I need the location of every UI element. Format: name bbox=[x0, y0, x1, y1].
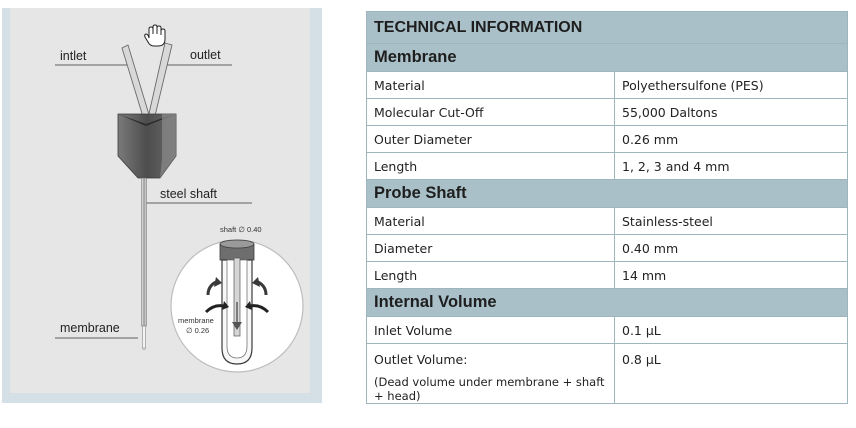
inlet-label: intlet bbox=[60, 49, 87, 63]
row-label: Material bbox=[367, 208, 615, 235]
row-value: 0.8 µL bbox=[615, 344, 848, 404]
outlet-label: outlet bbox=[190, 48, 221, 62]
row-label: Inlet Volume bbox=[367, 317, 615, 344]
section-header-membrane bbox=[367, 44, 848, 72]
diagram-frame bbox=[2, 8, 322, 403]
row-value: 14 mm bbox=[615, 262, 848, 289]
table-row bbox=[367, 235, 848, 262]
table-row bbox=[367, 126, 848, 153]
hand-cursor-icon bbox=[145, 25, 165, 46]
section-heading: Membrane bbox=[367, 44, 848, 72]
table-row bbox=[367, 208, 848, 235]
row-label: Outlet Volume: bbox=[374, 352, 468, 367]
table-row bbox=[367, 72, 848, 99]
detail-membrane-diameter-label: ∅ 0.26 bbox=[186, 326, 210, 335]
row-value: 0.1 µL bbox=[615, 317, 848, 344]
row-note: (Dead volume under membrane + shaft + head) bbox=[374, 375, 605, 403]
table-row bbox=[367, 153, 848, 180]
section-header-internal-volume bbox=[367, 289, 848, 317]
membrane bbox=[143, 326, 146, 348]
row-value: Polyethersulfone (PES) bbox=[615, 72, 848, 99]
steel-shaft-label: steel shaft bbox=[160, 187, 217, 201]
row-label: Molecular Cut-Off bbox=[367, 99, 615, 126]
table-title: TECHNICAL INFORMATION bbox=[367, 12, 848, 44]
row-value: 0.26 mm bbox=[615, 126, 848, 153]
detail-membrane-label: membrane bbox=[178, 316, 214, 325]
row-value: Stainless-steel bbox=[615, 208, 848, 235]
row-label: Outer Diameter bbox=[367, 126, 615, 153]
row-label: Diameter bbox=[367, 235, 615, 262]
row-value: 55,000 Daltons bbox=[615, 99, 848, 126]
row-label-with-note bbox=[367, 344, 615, 404]
inlet-tube bbox=[122, 45, 150, 120]
table-row bbox=[367, 262, 848, 289]
table-title-row bbox=[367, 12, 848, 44]
probe-diagram bbox=[10, 8, 310, 393]
table-row bbox=[367, 344, 848, 404]
row-label: Length bbox=[367, 153, 615, 180]
detail-shaft-diameter-label: shaft ∅ 0.40 bbox=[220, 225, 262, 234]
membrane-label: membrane bbox=[60, 321, 120, 335]
membrane-detail-magnifier bbox=[171, 240, 303, 372]
steel-shaft bbox=[142, 178, 147, 326]
row-label: Length bbox=[367, 262, 615, 289]
section-header-probe-shaft bbox=[367, 180, 848, 208]
technical-information-table bbox=[366, 11, 848, 404]
section-heading: Internal Volume bbox=[367, 289, 848, 317]
table-row bbox=[367, 99, 848, 126]
row-label: Material bbox=[367, 72, 615, 99]
row-value: 1, 2, 3 and 4 mm bbox=[615, 153, 848, 180]
section-heading: Probe Shaft bbox=[367, 180, 848, 208]
row-value: 0.40 mm bbox=[615, 235, 848, 262]
outlet-tube bbox=[148, 43, 172, 120]
table-row bbox=[367, 317, 848, 344]
